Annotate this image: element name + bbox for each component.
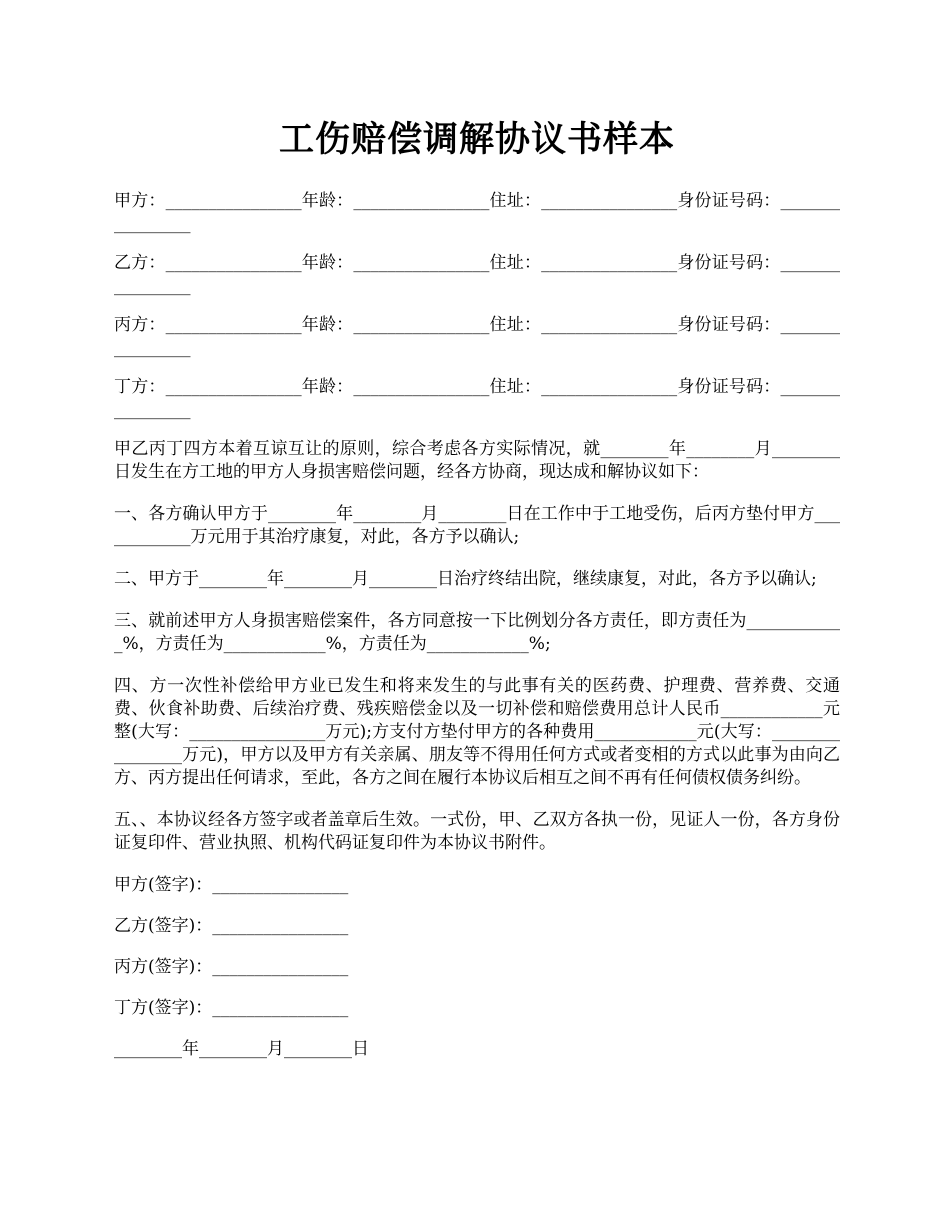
signature-bing: 丙方(签字)：________________ — [114, 957, 349, 977]
signature-yi: 乙方(签字)：________________ — [114, 916, 349, 936]
document-title: 工伤赔偿调解协议书样本 — [278, 119, 675, 160]
clause-4: 四、方一次性补偿给甲方业已发生和将来发生的与此事有关的医药费、护理费、营养费、交通费、伙食补助费、后续治疗费、残疾赔偿金以及一切补偿和赔偿费用总计人民币____________元整(大写：________________万元);方支付方垫付甲方的各种费用____________元(大写：________________万元)，甲方以及甲方有关亲属、朋友等不得用任何方式或者变相的方式以此事为由向乙方、丙方提出任何请求，至此，各方之间在履行本协议后相互之间不再有任何债权债务纠纷。 — [114, 676, 840, 788]
clause-3: 三、就前述甲方人身损害赔偿案件，各方同意按一下比例划分各方责任，即方责任为____________%，方责任为____________%，方责任为____________%; — [114, 611, 840, 654]
signature-jia: 甲方(签字)：________________ — [114, 875, 349, 895]
party-bing-line: 丙方：________________年龄：________________住址：________________身份证号码：________________ — [114, 315, 840, 358]
clause-5: 五、、本协议经各方签字或者盖章后生效。一式份，甲、乙双方各执一份，见证人一份，各方身份证复印件、营业执照、机构代码证复印件为本协议书附件。 — [114, 810, 840, 853]
party-yi-line: 乙方：________________年龄：________________住址：________________身份证号码：________________ — [114, 253, 840, 296]
document-page — [114, 112, 840, 1080]
intro-paragraph: 甲乙丙丁四方本着互谅互让的原则，综合考虑各方实际情况，就________年________月________日发生在方工地的甲方人身损害赔偿问题，经各方协商，现达成和解协议如下： — [114, 439, 840, 482]
clause-2: 二、甲方于________年________月________日治疗终结出院，继续康复，对此，各方予以确认; — [114, 569, 817, 589]
clause-1: 一、各方确认甲方于________年________月________日在工作中于工地受伤，后丙方垫付甲方____________万元用于其治疗康复，对此，各方予以确认; — [114, 504, 840, 547]
signature-ding: 丁方(签字)：________________ — [114, 998, 349, 1018]
party-ding-line: 丁方：________________年龄：________________住址：________________身份证号码：________________ — [114, 377, 840, 420]
party-jia-line: 甲方：________________年龄：________________住址：________________身份证号码：________________ — [114, 191, 840, 234]
date-line: ________年________月________日 — [114, 1039, 369, 1059]
